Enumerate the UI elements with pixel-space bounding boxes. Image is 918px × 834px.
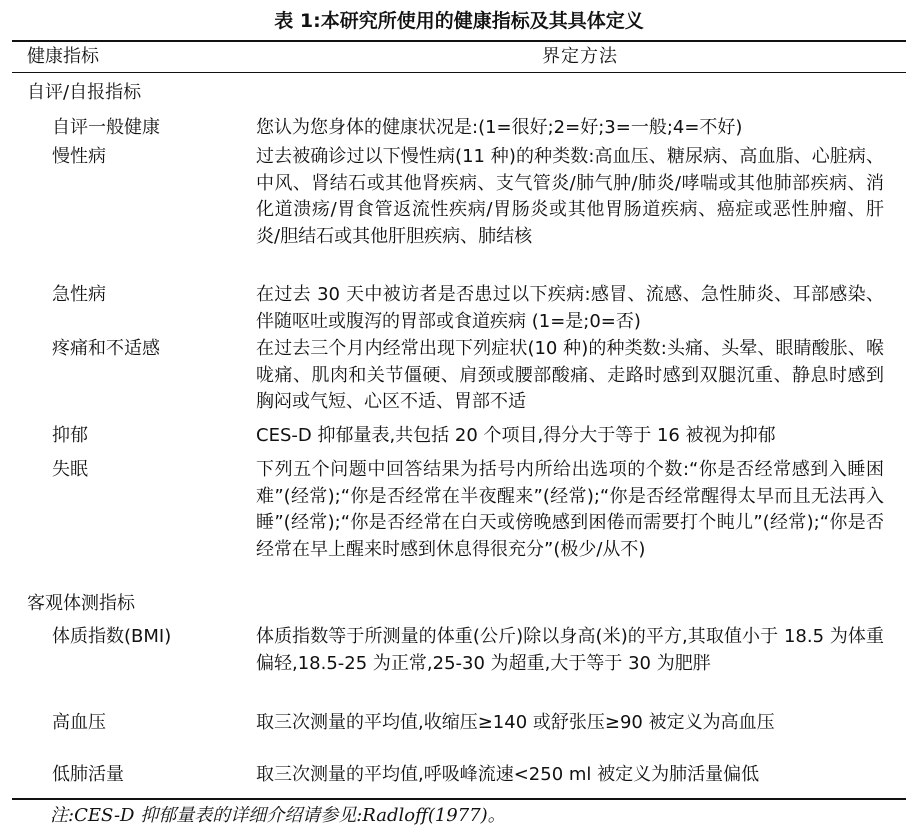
indicator-name: 高血压	[52, 712, 106, 733]
indicator-definition: 在过去三个月内经常出现下列症状(10 种)的种类数:头痛、头晕、眼睛酸胀、喉咙痛、肌肉和关节僵硬、肩颈或腰部酸痛、走路时感到双腿沉重、静息时感到胸闷或气短、心区不适、胃部不适	[256, 338, 884, 412]
indicator-name: 失眠	[52, 459, 88, 480]
indicator-name: 低肺活量	[52, 764, 124, 785]
indicator-definition: 在过去 30 天中被访者是否患过以下疾病:感冒、流感、急性肺炎、耳部感染、伴随呕吐或腹泻的胃部或食道疾病 (1=是;0=否)	[256, 284, 884, 332]
table-bottom-rule	[12, 798, 906, 800]
indicator-definition: 下列五个问题中回答结果为括号内所给出选项的个数:“你是否经常感到入睡困难”(经常);“你是否经常在半夜醒来”(经常);“你是否经常醒得太早而且无法再入睡”(经常);“你是否经常在白天或傍晚感到困倦而需要打个盹儿”(经常);“你是否经常在早上醒来时感到休息得很充分”(极少/从不)	[256, 459, 884, 560]
section-title-self-report: 自评/自报指标	[27, 82, 142, 103]
indicator-name: 体质指数(BMI)	[52, 626, 172, 647]
indicator-definition: 体质指数等于所测量的体重(公斤)除以身高(米)的平方,其取值小于 18.5 为体重偏轻,18.5-25 为正常,25-30 为超重,大于等于 30 为肥胖	[256, 626, 884, 674]
indicator-definition: 过去被确诊过以下慢性病(11 种)的种类数:高血压、糖尿病、高血脂、心脏病、中风、肾结石或其他肾疾病、支气管炎/肺气肿/肺炎/哮喘或其他肺部疾病、消化道溃疡/胃食管返流性疾病/胃肠炎或其他胃肠道疾病、癌症或恶性肿瘤、肝炎/胆结石或其他肝胆疾病、肺结核	[256, 146, 884, 247]
table-footnote: 注:CES-D 抑郁量表的详细介绍请参见:Radloff(1977)。	[50, 805, 506, 826]
indicator-definition: 您认为您身体的健康状况是:(1=很好;2=好;3=一般;4=不好)	[256, 117, 743, 138]
indicator-name: 自评一般健康	[52, 117, 160, 138]
indicator-name: 抑郁	[52, 425, 88, 446]
section-title-objective-measures: 客观体测指标	[27, 593, 135, 614]
table-caption: 表 1:本研究所使用的健康指标及其具体定义	[274, 10, 644, 32]
indicator-definition: 取三次测量的平均值,呼吸峰流速<250 ml 被定义为肺活量偏低	[256, 764, 760, 785]
header-health-indicator: 健康指标	[27, 46, 99, 67]
indicator-name: 急性病	[52, 284, 106, 305]
indicator-name: 疼痛和不适感	[52, 338, 160, 359]
header-definition-method: 界定方法	[542, 46, 618, 67]
indicator-definition: 取三次测量的平均值,收缩压≥140 或舒张压≥90 被定义为高血压	[256, 712, 775, 733]
table-top-rule	[12, 40, 906, 42]
indicator-name: 慢性病	[52, 146, 106, 167]
table-header-rule	[12, 72, 906, 73]
indicator-definition: CES-D 抑郁量表,共包括 20 个项目,得分大于等于 16 被视为抑郁	[256, 425, 776, 446]
